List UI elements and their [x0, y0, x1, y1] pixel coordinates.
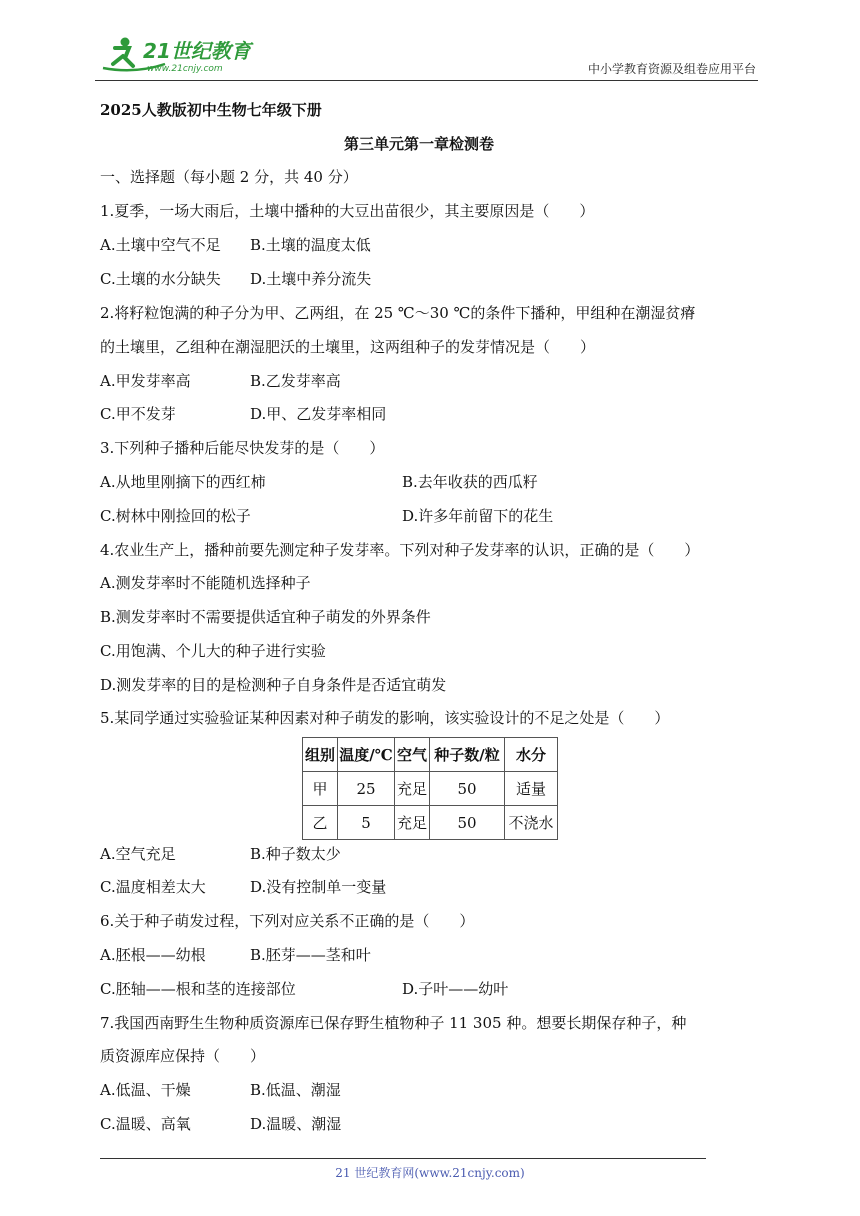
table-cell: 乙	[303, 806, 338, 840]
table-header-cell: 组别	[303, 738, 338, 772]
q6-stem: 6.关于种子萌发过程，下列对应关系不正确的是（ ）	[100, 912, 475, 930]
q7-option-b: B.低温、潮湿	[250, 1081, 341, 1099]
table-header-cell: 种子数/粒	[430, 738, 505, 772]
q6-option-d: D.子叶——幼叶	[402, 980, 509, 998]
q2-option-b: B.乙发芽率高	[250, 372, 341, 390]
q5-stem: 5.某同学通过实验验证某种因素对种子萌发的影响，该实验设计的不足之处是（ ）	[100, 709, 670, 727]
table-row	[303, 772, 558, 806]
q1-stem: 1.夏季，一场大雨后，土壤中播种的大豆出苗很少，其主要原因是（ ）	[100, 202, 595, 220]
q3-option-b: B.去年收获的西瓜籽	[402, 473, 538, 491]
table-header-row	[303, 738, 558, 772]
q4-option-a: A.测发芽率时不能随机选择种子	[100, 574, 311, 592]
header-divider	[95, 80, 758, 81]
section-heading: 一、选择题（每小题 2 分，共 40 分）	[100, 168, 358, 186]
table-cell: 50	[430, 806, 505, 840]
q7-option-c: C.温暖、高氧	[100, 1115, 191, 1133]
table-cell: 充足	[395, 806, 430, 840]
q5-option-d: D.没有控制单一变量	[250, 878, 387, 896]
doc-title-line1: 2025人教版初中生物七年级下册	[100, 101, 322, 119]
table-cell: 不浇水	[505, 806, 558, 840]
q1-option-c: C.土壤的水分缺失	[100, 270, 221, 288]
q1-option-d: D.土壤中养分流失	[250, 270, 372, 288]
q3-option-d: D.许多年前留下的花生	[402, 507, 554, 525]
q5-option-b: B.种子数太少	[250, 845, 341, 863]
page-header	[95, 30, 760, 80]
q5-option-a: A.空气充足	[100, 845, 176, 863]
q5-option-c: C.温度相差太大	[100, 878, 206, 896]
table-cell: 50	[430, 772, 505, 806]
q3-stem: 3.下列种子播种后能尽快发芽的是（ ）	[100, 439, 385, 457]
q2-stem-line1: 2.将籽粒饱满的种子分为甲、乙两组，在 25 ℃～30 ℃的条件下播种，甲组种在潮湿贫瘠	[100, 304, 696, 322]
q1-option-b: B.土壤的温度太低	[250, 236, 371, 254]
footer-divider	[100, 1158, 706, 1159]
platform-name: 中小学教育资源及组卷应用平台	[587, 62, 756, 76]
table-cell: 甲	[303, 772, 338, 806]
q7-stem-line1: 7.我国西南野生生物种质资源库已保存野生植物种子 11 305 种。想要长期保存种子，种	[100, 1014, 687, 1032]
q2-option-c: C.甲不发芽	[100, 405, 176, 423]
q7-option-d: D.温暖、潮湿	[250, 1115, 342, 1133]
q1-option-a: A.土壤中空气不足	[100, 236, 221, 254]
q4-option-d: D.测发芽率的目的是检测种子自身条件是否适宜萌发	[100, 676, 447, 694]
table-row	[303, 806, 558, 840]
q2-option-a: A.甲发芽率高	[100, 372, 191, 390]
q6-option-a: A.胚根——幼根	[100, 946, 206, 964]
table-cell: 充足	[395, 772, 430, 806]
q7-option-a: A.低温、干燥	[100, 1081, 191, 1099]
q3-option-c: C.树林中刚捡回的松子	[100, 507, 251, 525]
q5-data-table	[302, 737, 558, 840]
q6-option-c: C.胚轴——根和茎的连接部位	[100, 980, 296, 998]
q3-option-a: A.从地里刚摘下的西红柿	[100, 473, 266, 491]
table-cell: 5	[338, 806, 395, 840]
table-cell: 适量	[505, 772, 558, 806]
q6-option-b: B.胚芽——茎和叶	[250, 946, 371, 964]
logo-sub-text: www.21cnjy.com	[147, 64, 223, 74]
logo-main-text: 21世纪教育	[143, 39, 251, 63]
table-header-cell: 空气	[395, 738, 430, 772]
table-header-cell: 水分	[505, 738, 558, 772]
table-header-cell: 温度/℃	[338, 738, 395, 772]
q7-stem-line2: 质资源库应保持（ ）	[100, 1047, 266, 1065]
q4-stem: 4.农业生产上，播种前要先测定种子发芽率。下列对种子发芽率的认识，正确的是（ ）	[100, 541, 700, 559]
q4-option-b: B.测发芽率时不需要提供适宜种子萌发的外界条件	[100, 608, 431, 626]
doc-title-line2: 第三单元第一章检测卷	[344, 135, 495, 153]
q2-stem-line2: 的土壤里，乙组种在潮湿肥沃的土壤里，这两组种子的发芽情况是（ ）	[100, 338, 596, 356]
q4-option-c: C.用饱满、个儿大的种子进行实验	[100, 642, 326, 660]
table-cell: 25	[338, 772, 395, 806]
logo-21cnjy	[95, 34, 270, 74]
q2-option-d: D.甲、乙发芽率相同	[250, 405, 387, 423]
footer-text: 21 世纪教育网(www.21cnjy.com)	[335, 1166, 525, 1180]
